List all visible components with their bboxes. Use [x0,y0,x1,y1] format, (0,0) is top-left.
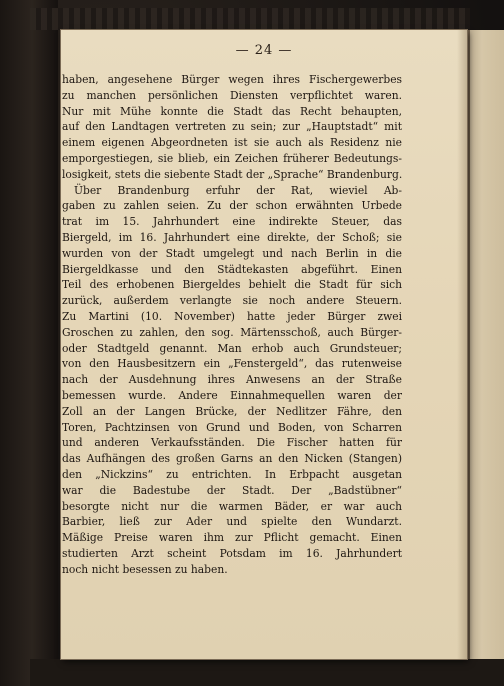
text-line: Barbier, ließ zur Ader und spielte den Wundarzt. [62,515,402,529]
text-line: bemessen wurde. Andere Einnahmequellen waren der [62,388,402,402]
book-cover-top-edge [30,8,470,30]
text-line: zu manchen persönlichen Diensten verpflichtet waren. [62,88,402,102]
text-line: gaben zu zahlen seien. Zu der schon erwähnten Urbede [62,199,402,213]
text-line: trat im 15. Jahrhundert eine indirekte Steuer, das [62,215,402,229]
text-line: den „Nickzins“ zu entrichten. In Erbpacht ausgetan [62,467,402,481]
book-binding-edge [0,0,58,686]
text-line: zurück, außerdem verlangte sie noch andere Steuern. [62,294,402,308]
text-line: Teil des erhobenen Biergeldes behielt die Stadt für sich [62,278,402,292]
text-line: Toren, Pachtzinsen von Grund und Boden, von Scharren [62,420,402,434]
text-line: besorgte nicht nur die warmen Bäder, er war auch [62,499,402,513]
text-line: oder Stadtgeld genannt. Man erhob auch Grundsteuer; [62,341,402,355]
text-line: losigkeit, stets die siebente Stadt der „Sprache“ Brandenburg. [62,167,402,181]
text-line: Mäßige Preise waren ihm zur Pflicht gemacht. Einen [62,531,402,545]
text-line: einem eigenen Abgeordneten ist sie auch als Residenz nie [62,136,402,150]
text-line: wurden von der Stadt umgelegt und nach Berlin in die [62,246,402,260]
text-line: Groschen zu zahlen, den sog. Märtensschoß, auch Bürger- [62,325,402,339]
text-line: war die Badestube der Stadt. Der „Badstübner“ [62,483,402,497]
page-number: — 24 — [235,43,293,58]
text-line: auf den Landtagen vertreten zu sein; zur „Hauptstadt“ mit [62,120,402,134]
text-line: Zoll an der Langen Brücke, der Nedlitzer Fähre, den [62,404,402,418]
text-line: Biergeldkasse und den Städtekasten abgeführt. Einen [62,262,402,276]
text-line: Über Brandenburg erfuhr der Rat, wieviel Ab- [74,183,402,197]
text-line: studierten Arzt scheint Potsdam im 16. Jahrhundert [62,546,402,560]
text-line: nach der Ausdehnung ihres Anwesens an der Straße [62,373,402,387]
text-line: emporgestiegen, sie blieb, ein Zeichen früherer Bedeutungs- [62,151,402,165]
text-line: und anderen Verkaufsständen. Die Fischer hatten für [62,436,402,450]
text-line: Zu Martini (10. November) hatte jeder Bürger zwei [62,309,402,323]
text-line: haben, angesehene Bürger wegen ihres Fischergewerbes [62,73,402,86]
text-line: das Aufhängen des großen Garns an den Nicken (Stangen) [62,452,402,466]
book-cover-bottom-edge [30,659,504,686]
adjacent-page-edge [467,30,504,659]
text-line: Biergeld, im 16. Jahrhundert eine direkte, der Schoß; sie [62,230,402,244]
page-shadow [457,30,467,659]
text-line: von den Hausbesitzern ein „Fenstergeld“, das rutenweise [62,357,402,371]
page-gutter-strip [467,30,470,659]
page-body-text [62,72,402,578]
text-line: noch nicht besessen zu haben. [62,562,228,576]
text-line: Nur mit Mühe konnte die Stadt das Recht behaupten, [62,104,402,118]
